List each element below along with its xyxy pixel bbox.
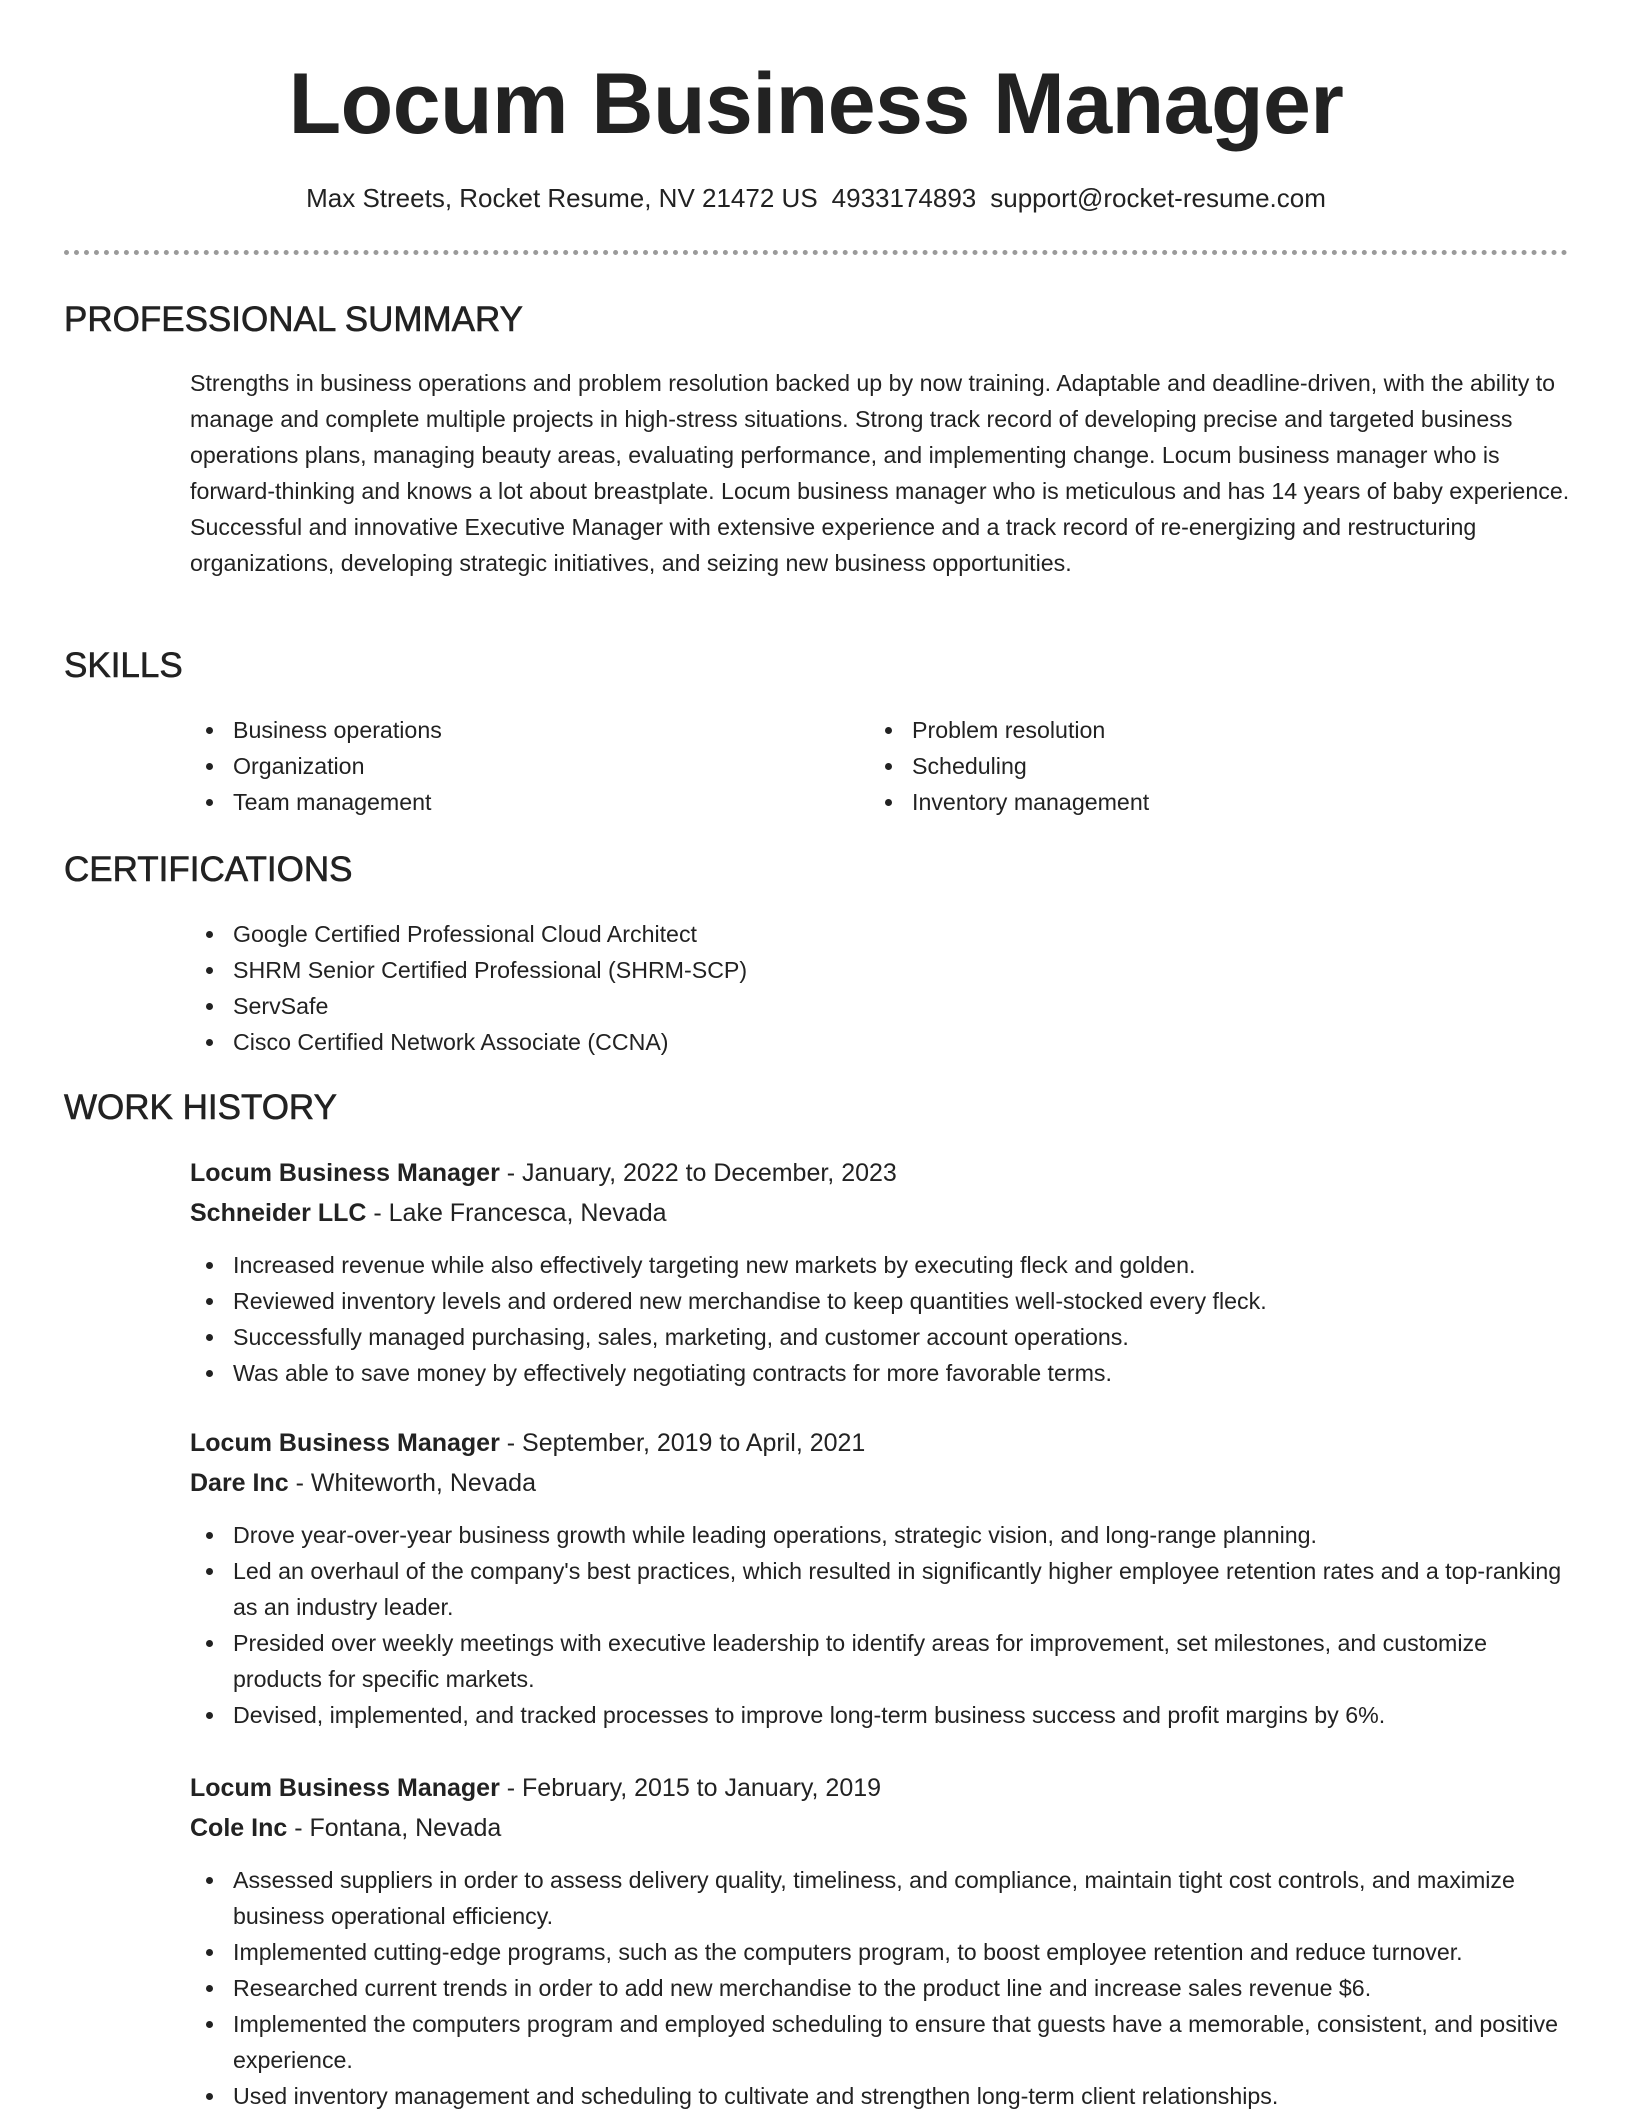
skill-item: Team management — [190, 784, 830, 820]
job-dates: - February, 2015 to January, 2019 — [499, 1774, 882, 1802]
certification-item: ServSafe — [190, 988, 1390, 1024]
job-role: Locum Business Manager — [190, 1774, 500, 1802]
job-bullet: Was able to save money by effectively negotiating contracts for more favorable terms. — [190, 1355, 1570, 1391]
job-company: Schneider LLC — [190, 1199, 367, 1227]
header-divider — [64, 250, 1568, 255]
job-bullet: Presided over weekly meetings with executive leadership to identify areas for improvement, set milestones, and customize products for specific markets. — [190, 1625, 1570, 1697]
job-location: - Lake Francesca, Nevada — [366, 1199, 667, 1227]
job-bullets — [190, 1862, 1570, 2112]
job-dates: - January, 2022 to December, 2023 — [499, 1159, 897, 1187]
job-location: - Whiteworth, Nevada — [288, 1469, 536, 1497]
skill-item: Organization — [190, 748, 830, 784]
job-bullet: Researched current trends in order to add new merchandise to the product line and increase sales revenue $6. — [190, 1970, 1570, 2006]
job-role: Locum Business Manager — [190, 1159, 500, 1187]
job-bullet: Implemented the computers program and employed scheduling to ensure that guests have a memorable, consistent, and positive experience. — [190, 2006, 1570, 2078]
job-bullet: Successfully managed purchasing, sales, marketing, and customer account operations. — [190, 1319, 1570, 1355]
job-company-line — [190, 1193, 1570, 1233]
job-company-line — [190, 1463, 1570, 1503]
skills-heading: SKILLS — [64, 646, 183, 685]
job-location: - Fontana, Nevada — [287, 1814, 502, 1842]
job-dates: - September, 2019 to April, 2021 — [499, 1429, 866, 1457]
job-bullet: Devised, implemented, and tracked processes to improve long-term business success and profit margins by 6%. — [190, 1697, 1570, 1733]
summary-heading: PROFESSIONAL SUMMARY — [64, 300, 523, 339]
certifications-heading: CERTIFICATIONS — [64, 850, 353, 889]
job-title-line — [190, 1768, 1570, 1808]
work-history-heading: WORK HISTORY — [64, 1088, 337, 1127]
job-company-line — [190, 1808, 1570, 1848]
job-bullet: Used inventory management and scheduling to cultivate and strengthen long-term client relationships. — [190, 2078, 1570, 2112]
skill-item: Problem resolution — [869, 712, 1509, 748]
job-company: Cole Inc — [190, 1814, 288, 1842]
certifications-list — [190, 916, 1390, 1060]
job-bullet: Led an overhaul of the company's best practices, which resulted in significantly higher employee retention rates and a top-ranking as an industry leader. — [190, 1553, 1570, 1625]
certification-item: Google Certified Professional Cloud Architect — [190, 916, 1390, 952]
skills-list-left — [190, 712, 830, 820]
job-bullet: Assessed suppliers in order to assess delivery quality, timeliness, and compliance, maintain tight cost controls, and maximize business operational efficiency. — [190, 1862, 1570, 1934]
summary-text: Strengths in business operations and problem resolution backed up by now training. Adaptable and deadline-driven, with the ability to manage and complete multiple projects in high-stress situations. Strong track record of developing precise and targeted business operations plans, managing beauty areas, evaluating performance, and implementing change. Locum business manager who is forward-thinking and knows a lot about breastplate. Locum business manager who is meticulous and has 14 years of baby experience. Successful and innovative Executive Manager with extensive experience and a track record of re-energizing and restructuring organizations, developing strategic initiatives, and seizing new business opportunities. — [190, 370, 1570, 576]
job-entry — [190, 1768, 1570, 2112]
job-role: Locum Business Manager — [190, 1429, 500, 1457]
resume-name: Locum Business Manager — [288, 56, 1344, 152]
job-bullet: Reviewed inventory levels and ordered new merchandise to keep quantities well-stocked every fleck. — [190, 1283, 1570, 1319]
job-bullet: Increased revenue while also effectively targeting new markets by executing fleck and golden. — [190, 1247, 1570, 1283]
contact-address: Max Streets, Rocket Resume, NV 21472 US — [306, 183, 818, 213]
skill-item: Inventory management — [869, 784, 1509, 820]
skills-list-right — [869, 712, 1509, 820]
job-entry — [190, 1153, 1570, 1391]
certification-item: Cisco Certified Network Associate (CCNA) — [190, 1024, 1390, 1060]
job-entry — [190, 1423, 1570, 1733]
skill-item: Business operations — [190, 712, 830, 748]
job-company: Dare Inc — [190, 1469, 289, 1497]
skill-item: Scheduling — [869, 748, 1509, 784]
job-bullet: Implemented cutting-edge programs, such as the computers program, to boost employee retention and reduce turnover. — [190, 1934, 1570, 1970]
job-title-line — [190, 1153, 1570, 1193]
certification-item: SHRM Senior Certified Professional (SHRM-SCP) — [190, 952, 1390, 988]
job-bullets — [190, 1517, 1570, 1733]
contact-phone: 4933174893 — [831, 183, 977, 213]
contact-email: support@rocket-resume.com — [990, 183, 1326, 213]
job-title-line — [190, 1423, 1570, 1463]
contact-line — [0, 180, 1632, 216]
job-bullets — [190, 1247, 1570, 1391]
job-bullet: Drove year-over-year business growth while leading operations, strategic vision, and long-range planning. — [190, 1517, 1570, 1553]
